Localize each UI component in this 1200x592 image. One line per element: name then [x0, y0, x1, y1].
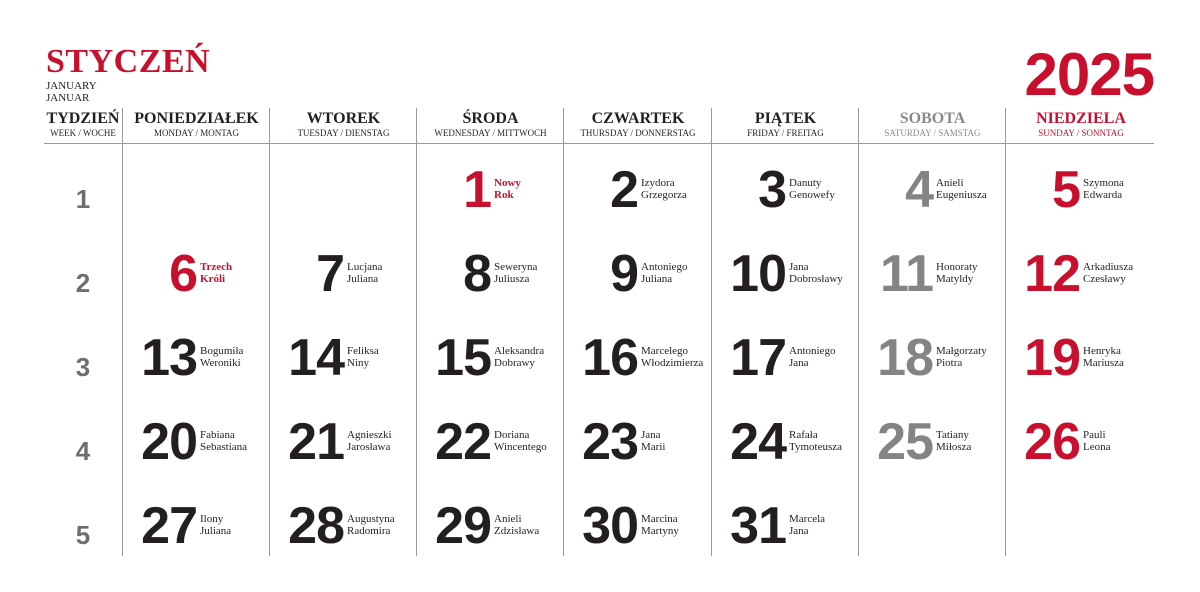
day-cell — [563, 160, 710, 220]
name-day-first: Anieli — [936, 177, 964, 189]
header-week-sublabel: WEEK / WOCHE — [50, 128, 116, 138]
day-cell — [122, 244, 269, 304]
day-number: 17 — [730, 329, 786, 387]
week-number: 1 — [75, 184, 91, 214]
day-number: 8 — [463, 245, 491, 303]
name-day-second: Rok — [494, 189, 514, 201]
header-monday — [123, 110, 270, 139]
name-day-second: Piotra — [936, 357, 963, 369]
name-day-list — [347, 345, 379, 369]
header-divider — [44, 143, 1154, 144]
name-day-second: Leona — [1083, 441, 1111, 453]
header-sunday-label: NIEDZIELA — [1036, 110, 1126, 127]
name-day-first: Arkadiusza — [1083, 261, 1134, 273]
day-number: 2 — [610, 161, 638, 219]
name-day-list — [347, 513, 395, 537]
name-day-second: Jana — [789, 357, 809, 369]
day-cell — [563, 412, 710, 472]
name-day-list — [347, 429, 392, 453]
week-number: 5 — [75, 520, 91, 550]
name-day-second: Niny — [347, 357, 369, 369]
name-day-list — [936, 345, 987, 369]
name-day-list — [494, 345, 544, 369]
day-cell — [1005, 328, 1152, 388]
day-number: 25 — [877, 413, 933, 471]
day-number: 16 — [582, 329, 638, 387]
day-number: 10 — [730, 245, 786, 303]
day-number: 3 — [758, 161, 786, 219]
name-day-first: Augustyna — [347, 513, 395, 525]
name-day-first: Henryka — [1083, 345, 1121, 357]
header-sunday-sublabel: SUNDAY / SONNTAG — [1038, 128, 1124, 138]
name-day-first: Marcina — [641, 513, 678, 525]
day-cell — [269, 412, 416, 472]
name-day-first: Małgorzaty — [936, 345, 987, 357]
week-number: 4 — [75, 436, 91, 466]
day-number: 1 — [463, 161, 491, 219]
header-friday-sublabel: FRIDAY / FREITAG — [747, 128, 824, 138]
day-cell — [858, 412, 1005, 472]
name-day-first: Tatiany — [936, 429, 969, 441]
day-cell — [416, 160, 563, 220]
name-day-list — [494, 261, 537, 285]
day-cell — [1005, 244, 1152, 304]
name-day-first: Trzech — [200, 261, 233, 273]
name-day-list — [789, 177, 835, 201]
name-day-list — [936, 177, 987, 201]
day-cell — [711, 496, 858, 556]
day-cell — [711, 412, 858, 472]
name-day-first: Lucjana — [347, 261, 383, 273]
day-cell — [269, 496, 416, 556]
header-thursday-label: CZWARTEK — [591, 110, 685, 127]
name-day-first: Seweryna — [494, 261, 538, 273]
name-day-first: Anieli — [494, 513, 522, 525]
day-number: 18 — [877, 329, 933, 387]
day-cell — [858, 328, 1005, 388]
name-day-first: Rafała — [789, 429, 818, 441]
name-day-list — [641, 261, 687, 285]
name-day-second: Grzegorza — [641, 189, 687, 201]
day-number: 21 — [288, 413, 344, 471]
name-day-first: Ilony — [200, 513, 224, 525]
name-day-second: Dobrawy — [494, 357, 535, 369]
name-day-list — [641, 345, 703, 369]
day-cell — [563, 328, 710, 388]
header-thursday-sublabel: THURSDAY / DONNERSTAG — [580, 128, 696, 138]
name-day-first: Izydora — [641, 177, 675, 189]
name-day-second: Juliana — [641, 273, 673, 285]
name-day-list — [1083, 429, 1110, 453]
name-day-first: Fabiana — [200, 429, 235, 441]
week-number: 2 — [75, 268, 91, 298]
header-week-label: TYDZIEŃ — [46, 110, 120, 127]
name-day-list — [200, 345, 243, 369]
day-number: 9 — [610, 245, 638, 303]
day-number: 5 — [1052, 161, 1080, 219]
day-cell — [416, 496, 563, 556]
name-day-second: Juliusza — [494, 273, 530, 285]
header-saturday — [859, 110, 1006, 139]
name-day-second: Marii — [641, 441, 666, 453]
name-day-first: Pauli — [1083, 429, 1106, 441]
month-title-block — [46, 44, 210, 104]
day-number: 7 — [316, 245, 344, 303]
name-day-first: Marcela — [789, 513, 826, 525]
day-number: 13 — [141, 329, 197, 387]
header-wednesday-label: ŚRODA — [462, 110, 519, 127]
name-day-list — [641, 429, 665, 453]
header-sunday — [1006, 110, 1156, 139]
name-day-list — [1083, 177, 1124, 201]
day-cell — [1005, 412, 1152, 472]
name-day-first: Aleksandra — [494, 345, 545, 357]
name-day-second: Zdzisława — [494, 525, 540, 537]
name-day-second: Genowefy — [789, 189, 835, 201]
name-day-list — [200, 261, 232, 285]
month-name: STYCZEŃ — [46, 43, 211, 80]
day-number: 19 — [1024, 329, 1080, 387]
day-number: 22 — [435, 413, 491, 471]
day-number: 28 — [288, 497, 344, 555]
day-cell — [711, 244, 858, 304]
name-day-list — [200, 429, 247, 453]
day-number: 4 — [905, 161, 933, 219]
name-day-first: Antoniego — [789, 345, 836, 357]
day-number: 31 — [730, 497, 786, 555]
header-saturday-label: SOBOTA — [899, 110, 966, 127]
day-cell — [563, 244, 710, 304]
name-day-second: Włodzimierza — [641, 357, 704, 369]
day-cell — [416, 328, 563, 388]
name-day-second: Matyldy — [936, 273, 974, 285]
day-cell — [563, 496, 710, 556]
name-day-first: Honoraty — [936, 261, 978, 273]
header-tuesday-sublabel: TUESDAY / DIENSTAG — [297, 128, 390, 138]
header-friday — [712, 110, 859, 139]
name-day-first: Jana — [789, 261, 809, 273]
header-wednesday-sublabel: WEDNESDAY / MITTWOCH — [434, 128, 547, 138]
day-cell — [122, 328, 269, 388]
day-cell — [1005, 160, 1152, 220]
day-cell — [711, 160, 858, 220]
name-day-second: Sebastiana — [200, 441, 248, 453]
day-cell — [269, 244, 416, 304]
name-day-first: Doriana — [494, 429, 530, 441]
name-day-list — [936, 429, 971, 453]
name-day-first: Jana — [641, 429, 661, 441]
name-day-list — [789, 261, 843, 285]
month-name-english: JANUARY — [46, 80, 97, 92]
name-day-second: Króli — [200, 273, 226, 285]
header-monday-sublabel: MONDAY / MONTAG — [153, 128, 240, 138]
header-tuesday-label: WTOREK — [306, 110, 381, 127]
day-number: 26 — [1024, 413, 1080, 471]
header-friday-label: PIĄTEK — [754, 110, 817, 127]
name-day-first: Danuty — [789, 177, 822, 189]
day-number: 29 — [435, 497, 491, 555]
name-day-second: Edwarda — [1083, 189, 1123, 201]
name-day-second: Juliana — [200, 525, 232, 537]
name-day-first: Antoniego — [641, 261, 688, 273]
day-number: 27 — [141, 497, 197, 555]
day-number: 24 — [730, 413, 786, 471]
day-cell — [416, 412, 563, 472]
weekday-header-row — [0, 110, 1200, 142]
name-day-list — [494, 513, 539, 537]
name-day-second: Miłosza — [936, 441, 972, 453]
name-day-first: Agnieszki — [347, 429, 392, 441]
name-day-second: Eugeniusza — [936, 189, 987, 201]
day-number: 11 — [880, 245, 933, 303]
name-day-first: Szymona — [1083, 177, 1124, 189]
name-day-second: Jarosława — [347, 441, 391, 453]
day-number: 15 — [435, 329, 491, 387]
day-cell — [858, 244, 1005, 304]
day-number: 6 — [169, 245, 197, 303]
month-name-german: JANUAR — [46, 92, 90, 104]
day-cell — [269, 328, 416, 388]
name-day-first: Nowy — [494, 177, 521, 189]
day-cell — [711, 328, 858, 388]
name-day-second: Radomira — [347, 525, 391, 537]
day-number: 30 — [582, 497, 638, 555]
name-day-second: Czesławy — [1083, 273, 1126, 285]
name-day-first: Bogumiła — [200, 345, 244, 357]
name-day-list — [1083, 261, 1133, 285]
name-day-list — [200, 513, 231, 537]
name-day-second: Martyny — [641, 525, 679, 537]
day-number: 12 — [1024, 245, 1080, 303]
header-wednesday — [417, 110, 564, 139]
name-day-second: Weroniki — [200, 357, 241, 369]
name-day-list — [789, 513, 825, 537]
week-number: 3 — [75, 352, 91, 382]
header-saturday-sublabel: SATURDAY / SAMSTAG — [884, 128, 981, 138]
name-day-second: Juliana — [347, 273, 379, 285]
name-day-list — [494, 177, 521, 201]
header-week — [40, 110, 126, 139]
day-number: 23 — [582, 413, 638, 471]
day-cell — [122, 412, 269, 472]
name-day-first: Marcelego — [641, 345, 689, 357]
name-day-list — [494, 429, 547, 453]
header-thursday — [564, 110, 712, 139]
name-day-second: Jana — [789, 525, 809, 537]
name-day-list — [641, 513, 679, 537]
day-cell — [122, 496, 269, 556]
day-cell — [858, 160, 1005, 220]
name-day-list — [641, 177, 687, 201]
name-day-second: Mariusza — [1083, 357, 1124, 369]
year-title: 2025 — [1024, 41, 1154, 108]
name-day-first: Feliksa — [347, 345, 379, 357]
header-tuesday — [270, 110, 417, 139]
day-number: 20 — [141, 413, 197, 471]
name-day-second: Dobrosławy — [789, 273, 843, 285]
day-cell — [416, 244, 563, 304]
name-day-list — [789, 429, 842, 453]
name-day-list — [789, 345, 835, 369]
name-day-list — [1083, 345, 1124, 369]
day-number: 14 — [288, 329, 344, 387]
header-monday-label: PONIEDZIAŁEK — [134, 110, 259, 127]
name-day-list — [347, 261, 382, 285]
name-day-second: Tymoteusza — [789, 441, 842, 453]
name-day-second: Wincentego — [494, 441, 547, 453]
name-day-list — [936, 261, 978, 285]
